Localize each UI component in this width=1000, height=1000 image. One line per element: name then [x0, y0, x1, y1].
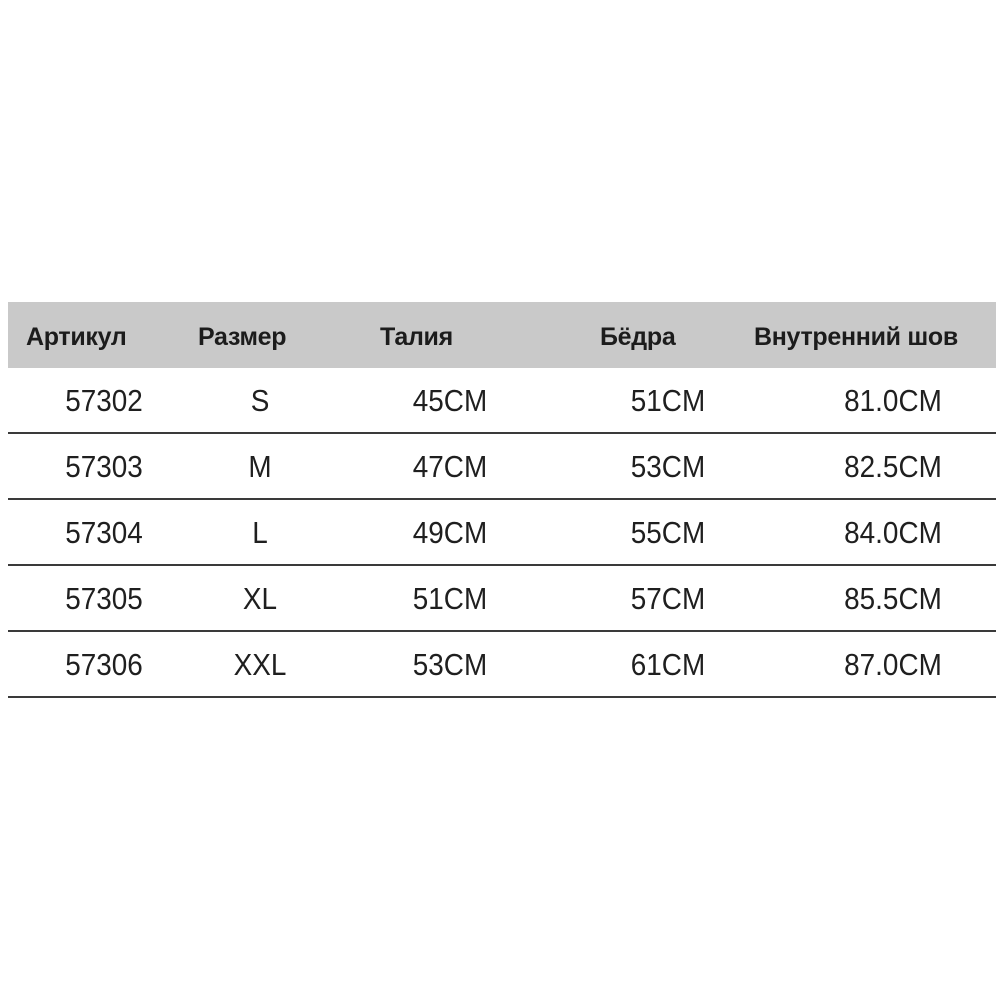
cell-article: 57305: [65, 581, 143, 616]
cell-size: M: [248, 449, 272, 484]
cell-inseam: 82.5CM: [844, 449, 942, 484]
header-article: Артикул: [26, 323, 127, 351]
cell-hips: 57CM: [630, 581, 706, 616]
header-inseam: Внутренний шов: [754, 323, 958, 351]
cell-article: 57304: [65, 515, 143, 550]
cell-hips: 51CM: [630, 383, 706, 418]
cell-waist: 49CM: [412, 515, 488, 550]
table-row: [8, 368, 996, 434]
cell-hips: 55CM: [630, 515, 706, 550]
table-row: [8, 632, 996, 698]
cell-size: L: [252, 515, 268, 550]
cell-inseam: 84.0CM: [844, 515, 942, 550]
table-header-row: [8, 302, 996, 368]
table-row: [8, 500, 996, 566]
size-chart-table: [8, 302, 996, 698]
cell-article: 57302: [65, 383, 143, 418]
cell-inseam: 87.0CM: [844, 647, 942, 682]
cell-waist: 53CM: [412, 647, 488, 682]
cell-article: 57306: [65, 647, 143, 682]
table-row: [8, 566, 996, 632]
header-hips: Бёдра: [600, 323, 676, 351]
cell-inseam: 85.5CM: [844, 581, 942, 616]
cell-hips: 53CM: [630, 449, 706, 484]
cell-article: 57303: [65, 449, 143, 484]
cell-size: S: [250, 383, 270, 418]
cell-waist: 47CM: [412, 449, 488, 484]
cell-waist: 45CM: [412, 383, 488, 418]
table-row: [8, 434, 996, 500]
header-size: Размер: [198, 323, 287, 351]
header-waist: Талия: [380, 323, 453, 351]
cell-hips: 61CM: [630, 647, 706, 682]
cell-size: XXL: [233, 647, 287, 682]
cell-size: XL: [242, 581, 278, 616]
cell-inseam: 81.0CM: [844, 383, 942, 418]
cell-waist: 51CM: [412, 581, 488, 616]
